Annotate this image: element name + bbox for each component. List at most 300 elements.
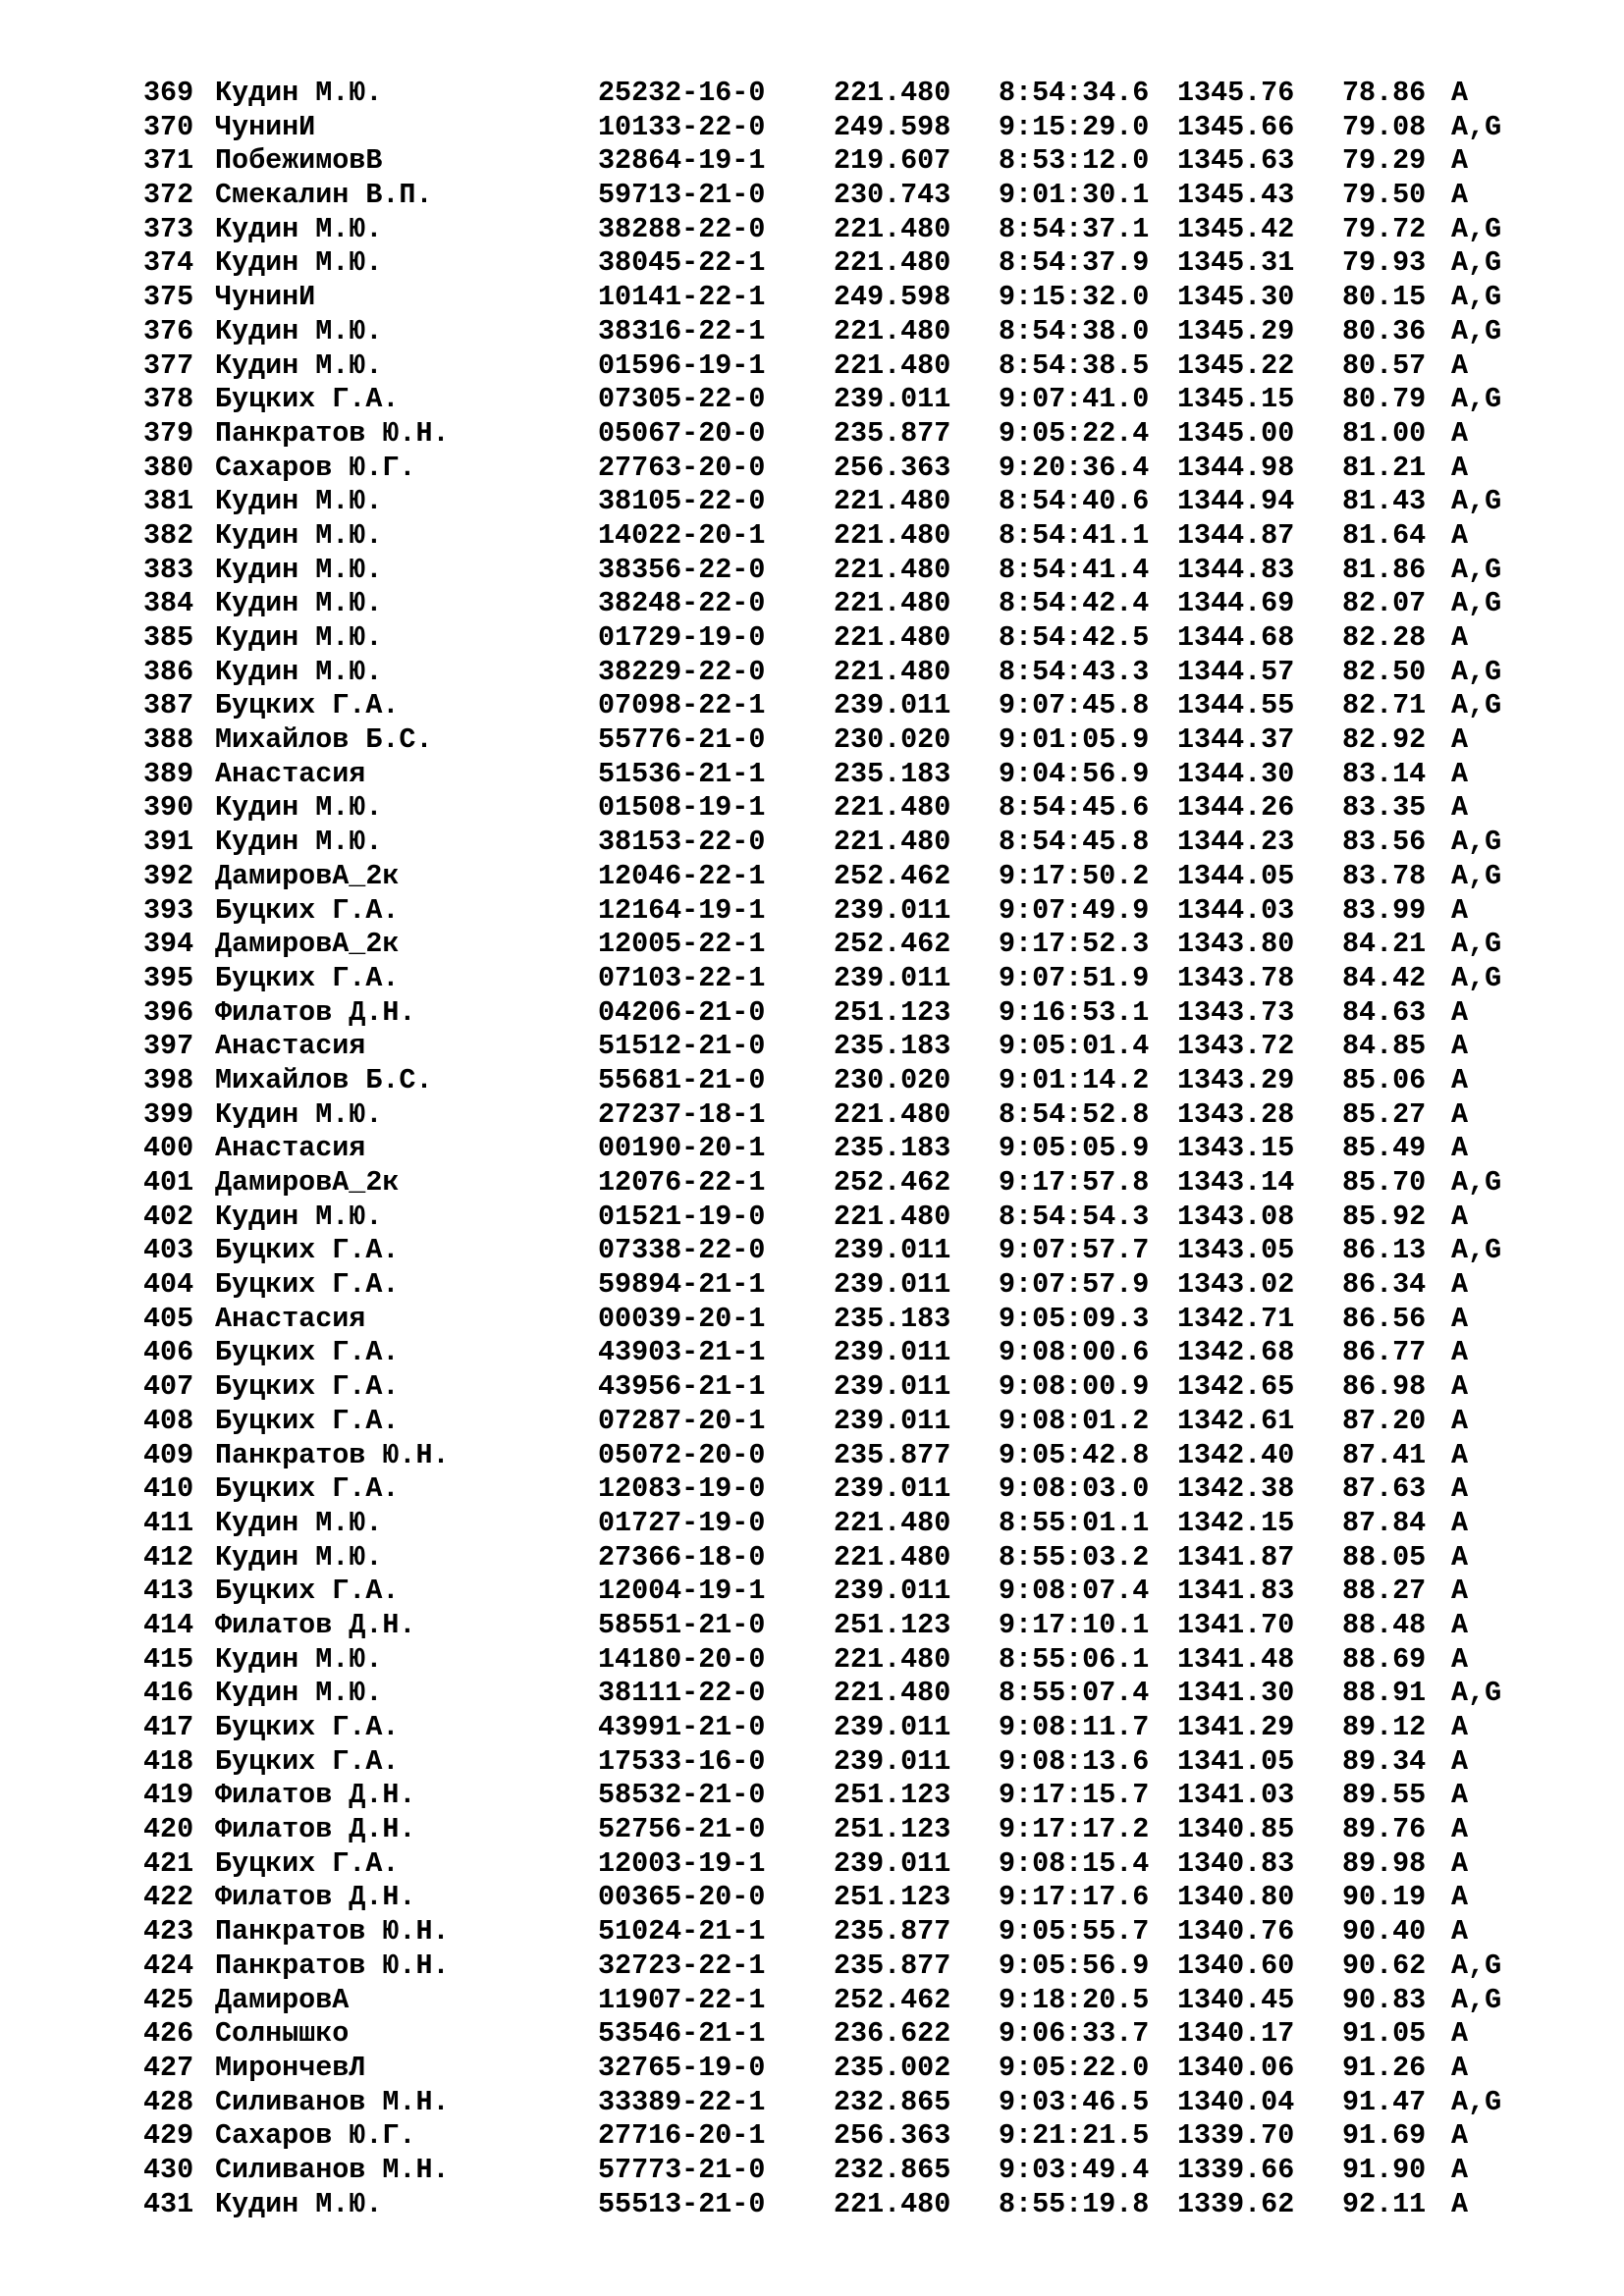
speed-cell: 1342.61 bbox=[1177, 1404, 1295, 1437]
percent-cell: 85.06 bbox=[1342, 1063, 1427, 1096]
name-cell: Сахаров Ю.Г. bbox=[215, 2119, 416, 2153]
arrival-time-cell: 9:08:07.4 bbox=[999, 1575, 1150, 1608]
distance-cell: 235.183 bbox=[834, 1030, 951, 1063]
speed-cell: 1341.87 bbox=[1177, 1540, 1295, 1574]
ring-number-cell: 43991-21-0 bbox=[598, 1711, 766, 1743]
rank-cell: 398 bbox=[143, 1063, 194, 1096]
flags-cell: A bbox=[1451, 1302, 1469, 1335]
percent-cell: 87.20 bbox=[1342, 1404, 1427, 1437]
percent-cell: 83.14 bbox=[1342, 757, 1427, 790]
distance-cell: 239.011 bbox=[834, 1234, 951, 1267]
rank-cell: 369 bbox=[143, 77, 194, 109]
percent-cell: 80.15 bbox=[1342, 281, 1427, 314]
percent-cell: 80.36 bbox=[1342, 314, 1427, 347]
table-row bbox=[143, 860, 1501, 894]
arrival-time-cell: 9:07:49.9 bbox=[999, 893, 1150, 927]
arrival-time-cell: 9:08:11.7 bbox=[999, 1711, 1150, 1743]
ring-number-cell: 43956-21-1 bbox=[598, 1370, 766, 1404]
name-cell: Кудин М.Ю. bbox=[215, 553, 383, 586]
speed-cell: 1345.43 bbox=[1177, 179, 1295, 212]
table-row bbox=[143, 246, 1501, 281]
ring-number-cell: 01596-19-1 bbox=[598, 348, 766, 382]
name-cell: Панкратов Ю.Н. bbox=[215, 1915, 450, 1949]
speed-cell: 1345.76 bbox=[1177, 77, 1295, 109]
speed-cell: 1341.03 bbox=[1177, 1779, 1295, 1812]
speed-cell: 1341.48 bbox=[1177, 1642, 1295, 1676]
table-row bbox=[143, 1030, 1501, 1064]
arrival-time-cell: 9:20:36.4 bbox=[999, 451, 1150, 484]
distance-cell: 230.020 bbox=[834, 1063, 951, 1096]
ring-number-cell: 12083-19-0 bbox=[598, 1472, 766, 1506]
table-row bbox=[143, 1405, 1501, 1439]
percent-cell: 82.50 bbox=[1342, 655, 1427, 688]
flags-cell: A,G bbox=[1451, 2085, 1502, 2118]
percent-cell: 90.19 bbox=[1342, 1881, 1427, 1914]
percent-cell: 82.92 bbox=[1342, 723, 1427, 757]
distance-cell: 221.480 bbox=[834, 1200, 951, 1233]
flags-cell: A bbox=[1451, 1472, 1469, 1506]
ring-number-cell: 38356-22-0 bbox=[598, 553, 766, 586]
table-row bbox=[143, 1677, 1501, 1711]
ring-number-cell: 12005-22-1 bbox=[598, 928, 766, 961]
rank-cell: 426 bbox=[143, 2017, 194, 2051]
table-row bbox=[143, 281, 1501, 315]
name-cell: Сахаров Ю.Г. bbox=[215, 451, 416, 484]
arrival-time-cell: 9:04:56.9 bbox=[999, 757, 1150, 790]
rank-cell: 427 bbox=[143, 2051, 194, 2084]
flags-cell: A bbox=[1451, 1915, 1469, 1949]
table-row bbox=[143, 111, 1501, 145]
speed-cell: 1344.26 bbox=[1177, 791, 1295, 825]
arrival-time-cell: 9:17:10.1 bbox=[999, 1608, 1150, 1641]
speed-cell: 1344.68 bbox=[1177, 621, 1295, 654]
ring-number-cell: 27716-20-1 bbox=[598, 2119, 766, 2153]
name-cell: Кудин М.Ю. bbox=[215, 348, 383, 382]
percent-cell: 84.63 bbox=[1342, 995, 1427, 1029]
table-row bbox=[143, 656, 1501, 690]
speed-cell: 1343.14 bbox=[1177, 1166, 1295, 1199]
distance-cell: 236.622 bbox=[834, 2017, 951, 2051]
ring-number-cell: 55776-21-0 bbox=[598, 723, 766, 757]
flags-cell: A bbox=[1451, 1881, 1469, 1914]
table-row bbox=[143, 315, 1501, 349]
name-cell: Кудин М.Ю. bbox=[215, 1677, 383, 1710]
name-cell: Кудин М.Ю. bbox=[215, 1642, 383, 1676]
table-row bbox=[143, 2154, 1501, 2188]
flags-cell: A bbox=[1451, 723, 1469, 757]
table-row bbox=[143, 1847, 1501, 1882]
name-cell: Силиванов М.Н. bbox=[215, 2153, 450, 2186]
flags-cell: A,G bbox=[1451, 314, 1502, 347]
rank-cell: 370 bbox=[143, 110, 194, 143]
flags-cell: A bbox=[1451, 2153, 1469, 2186]
ring-number-cell: 01521-19-0 bbox=[598, 1200, 766, 1233]
arrival-time-cell: 8:54:41.1 bbox=[999, 518, 1150, 552]
speed-cell: 1339.66 bbox=[1177, 2153, 1295, 2186]
rank-cell: 401 bbox=[143, 1166, 194, 1199]
arrival-time-cell: 8:54:38.5 bbox=[999, 348, 1150, 382]
distance-cell: 235.877 bbox=[834, 416, 951, 450]
arrival-time-cell: 9:05:22.4 bbox=[999, 416, 1150, 450]
percent-cell: 91.47 bbox=[1342, 2085, 1427, 2118]
name-cell: Буцких Г.А. bbox=[215, 1370, 400, 1404]
speed-cell: 1344.30 bbox=[1177, 757, 1295, 790]
percent-cell: 81.21 bbox=[1342, 451, 1427, 484]
arrival-time-cell: 8:55:03.2 bbox=[999, 1540, 1150, 1574]
table-row bbox=[143, 894, 1501, 929]
flags-cell: A,G bbox=[1451, 859, 1502, 892]
percent-cell: 81.00 bbox=[1342, 416, 1427, 450]
rank-cell: 389 bbox=[143, 757, 194, 790]
distance-cell: 230.743 bbox=[834, 179, 951, 212]
name-cell: ДамировА_2к bbox=[215, 928, 400, 961]
distance-cell: 239.011 bbox=[834, 1336, 951, 1369]
table-row bbox=[143, 1132, 1501, 1166]
distance-cell: 221.480 bbox=[834, 77, 951, 109]
distance-cell: 235.002 bbox=[834, 2051, 951, 2084]
arrival-time-cell: 9:15:29.0 bbox=[999, 110, 1150, 143]
flags-cell: A,G bbox=[1451, 587, 1502, 620]
speed-cell: 1343.05 bbox=[1177, 1234, 1295, 1267]
rank-cell: 419 bbox=[143, 1779, 194, 1812]
arrival-time-cell: 8:54:38.0 bbox=[999, 314, 1150, 347]
arrival-time-cell: 9:05:05.9 bbox=[999, 1132, 1150, 1165]
percent-cell: 78.86 bbox=[1342, 77, 1427, 109]
table-row bbox=[143, 452, 1501, 486]
distance-cell: 221.480 bbox=[834, 1540, 951, 1574]
ring-number-cell: 01727-19-0 bbox=[598, 1506, 766, 1539]
rank-cell: 402 bbox=[143, 1200, 194, 1233]
percent-cell: 87.84 bbox=[1342, 1506, 1427, 1539]
flags-cell: A,G bbox=[1451, 212, 1502, 245]
speed-cell: 1344.55 bbox=[1177, 689, 1295, 722]
distance-cell: 235.877 bbox=[834, 1438, 951, 1471]
name-cell: Буцких Г.А. bbox=[215, 689, 400, 722]
speed-cell: 1340.80 bbox=[1177, 1881, 1295, 1914]
percent-cell: 81.64 bbox=[1342, 518, 1427, 552]
ring-number-cell: 32765-19-0 bbox=[598, 2051, 766, 2084]
arrival-time-cell: 9:08:13.6 bbox=[999, 1744, 1150, 1778]
distance-cell: 239.011 bbox=[834, 1846, 951, 1880]
name-cell: ДамировА bbox=[215, 1983, 350, 2016]
speed-cell: 1343.15 bbox=[1177, 1132, 1295, 1165]
speed-cell: 1344.05 bbox=[1177, 859, 1295, 892]
flags-cell: A bbox=[1451, 621, 1469, 654]
arrival-time-cell: 8:54:37.9 bbox=[999, 246, 1150, 280]
flags-cell: A bbox=[1451, 1642, 1469, 1676]
table-row bbox=[143, 621, 1501, 656]
arrival-time-cell: 9:17:15.7 bbox=[999, 1779, 1150, 1812]
arrival-time-cell: 8:54:41.4 bbox=[999, 553, 1150, 586]
speed-cell: 1344.57 bbox=[1177, 655, 1295, 688]
name-cell: Анастасия bbox=[215, 757, 366, 790]
rank-cell: 413 bbox=[143, 1575, 194, 1608]
distance-cell: 235.877 bbox=[834, 1915, 951, 1949]
name-cell: Панкратов Ю.Н. bbox=[215, 1438, 450, 1471]
distance-cell: 221.480 bbox=[834, 1642, 951, 1676]
name-cell: Панкратов Ю.Н. bbox=[215, 1949, 450, 1982]
ring-number-cell: 07338-22-0 bbox=[598, 1234, 766, 1267]
rank-cell: 422 bbox=[143, 1881, 194, 1914]
percent-cell: 85.27 bbox=[1342, 1097, 1427, 1131]
flags-cell: A,G bbox=[1451, 485, 1502, 518]
percent-cell: 87.41 bbox=[1342, 1438, 1427, 1471]
flags-cell: A bbox=[1451, 1575, 1469, 1608]
ring-number-cell: 14022-20-1 bbox=[598, 518, 766, 552]
speed-cell: 1342.40 bbox=[1177, 1438, 1295, 1471]
rank-cell: 428 bbox=[143, 2085, 194, 2118]
table-row bbox=[143, 1881, 1501, 1915]
speed-cell: 1344.23 bbox=[1177, 826, 1295, 859]
rank-cell: 405 bbox=[143, 1302, 194, 1335]
arrival-time-cell: 9:05:56.9 bbox=[999, 1949, 1150, 1982]
distance-cell: 221.480 bbox=[834, 826, 951, 859]
rank-cell: 431 bbox=[143, 2187, 194, 2220]
distance-cell: 252.462 bbox=[834, 1983, 951, 2016]
table-row bbox=[143, 1064, 1501, 1098]
flags-cell: A,G bbox=[1451, 1677, 1502, 1710]
table-row bbox=[143, 417, 1501, 452]
speed-cell: 1343.72 bbox=[1177, 1030, 1295, 1063]
flags-cell: A,G bbox=[1451, 1166, 1502, 1199]
speed-cell: 1345.63 bbox=[1177, 144, 1295, 178]
name-cell: Буцких Г.А. bbox=[215, 383, 400, 416]
table-row bbox=[143, 928, 1501, 962]
table-row bbox=[143, 1234, 1501, 1268]
flags-cell: A bbox=[1451, 1404, 1469, 1437]
name-cell: Михайлов Б.С. bbox=[215, 723, 433, 757]
table-row bbox=[143, 1472, 1501, 1507]
ring-number-cell: 38153-22-0 bbox=[598, 826, 766, 859]
speed-cell: 1339.70 bbox=[1177, 2119, 1295, 2153]
distance-cell: 239.011 bbox=[834, 1370, 951, 1404]
ring-number-cell: 07287-20-1 bbox=[598, 1404, 766, 1437]
name-cell: Буцких Г.А. bbox=[215, 961, 400, 994]
rank-cell: 373 bbox=[143, 212, 194, 245]
rank-cell: 372 bbox=[143, 179, 194, 212]
flags-cell: A bbox=[1451, 1813, 1469, 1846]
percent-cell: 84.85 bbox=[1342, 1030, 1427, 1063]
percent-cell: 84.42 bbox=[1342, 961, 1427, 994]
speed-cell: 1344.83 bbox=[1177, 553, 1295, 586]
percent-cell: 79.50 bbox=[1342, 179, 1427, 212]
rank-cell: 396 bbox=[143, 995, 194, 1029]
speed-cell: 1344.69 bbox=[1177, 587, 1295, 620]
arrival-time-cell: 8:54:54.3 bbox=[999, 1200, 1150, 1233]
percent-cell: 83.35 bbox=[1342, 791, 1427, 825]
name-cell: Кудин М.Ю. bbox=[215, 1097, 383, 1131]
name-cell: Буцких Г.А. bbox=[215, 1472, 400, 1506]
percent-cell: 80.57 bbox=[1342, 348, 1427, 382]
ring-number-cell: 55513-21-0 bbox=[598, 2187, 766, 2220]
name-cell: ДамировА_2к bbox=[215, 1166, 400, 1199]
ring-number-cell: 59713-21-0 bbox=[598, 179, 766, 212]
table-row bbox=[143, 791, 1501, 826]
ring-number-cell: 51512-21-0 bbox=[598, 1030, 766, 1063]
name-cell: Буцких Г.А. bbox=[215, 893, 400, 927]
distance-cell: 239.011 bbox=[834, 961, 951, 994]
rank-cell: 400 bbox=[143, 1132, 194, 1165]
results-table bbox=[143, 77, 1501, 2221]
table-row bbox=[143, 689, 1501, 723]
ring-number-cell: 12004-19-1 bbox=[598, 1575, 766, 1608]
arrival-time-cell: 9:15:32.0 bbox=[999, 281, 1150, 314]
distance-cell: 221.480 bbox=[834, 485, 951, 518]
flags-cell: A bbox=[1451, 1370, 1469, 1404]
arrival-time-cell: 8:54:42.4 bbox=[999, 587, 1150, 620]
ring-number-cell: 07098-22-1 bbox=[598, 689, 766, 722]
speed-cell: 1343.02 bbox=[1177, 1268, 1295, 1302]
name-cell: Кудин М.Ю. bbox=[215, 212, 383, 245]
arrival-time-cell: 9:07:41.0 bbox=[999, 383, 1150, 416]
arrival-time-cell: 9:08:00.9 bbox=[999, 1370, 1150, 1404]
distance-cell: 232.865 bbox=[834, 2153, 951, 2186]
table-row bbox=[143, 2119, 1501, 2154]
speed-cell: 1343.29 bbox=[1177, 1063, 1295, 1096]
distance-cell: 221.480 bbox=[834, 314, 951, 347]
ring-number-cell: 27763-20-0 bbox=[598, 451, 766, 484]
ring-number-cell: 55681-21-0 bbox=[598, 1063, 766, 1096]
percent-cell: 85.49 bbox=[1342, 1132, 1427, 1165]
arrival-time-cell: 9:17:17.6 bbox=[999, 1881, 1150, 1914]
name-cell: Михайлов Б.С. bbox=[215, 1063, 433, 1096]
speed-cell: 1339.62 bbox=[1177, 2187, 1295, 2220]
ring-number-cell: 38316-22-1 bbox=[598, 314, 766, 347]
flags-cell: A,G bbox=[1451, 961, 1502, 994]
ring-number-cell: 17533-16-0 bbox=[598, 1744, 766, 1778]
flags-cell: A bbox=[1451, 1097, 1469, 1131]
rank-cell: 382 bbox=[143, 518, 194, 552]
distance-cell: 239.011 bbox=[834, 1404, 951, 1437]
table-row bbox=[143, 1813, 1501, 1847]
speed-cell: 1342.15 bbox=[1177, 1506, 1295, 1539]
flags-cell: A bbox=[1451, 1744, 1469, 1778]
flags-cell: A,G bbox=[1451, 1949, 1502, 1982]
flags-cell: A bbox=[1451, 518, 1469, 552]
table-row bbox=[143, 2017, 1501, 2052]
distance-cell: 221.480 bbox=[834, 791, 951, 825]
ring-number-cell: 10141-22-1 bbox=[598, 281, 766, 314]
name-cell: Кудин М.Ю. bbox=[215, 621, 383, 654]
percent-cell: 88.27 bbox=[1342, 1575, 1427, 1608]
flags-cell: A bbox=[1451, 893, 1469, 927]
rank-cell: 380 bbox=[143, 451, 194, 484]
name-cell: Буцких Г.А. bbox=[215, 1404, 400, 1437]
name-cell: Буцких Г.А. bbox=[215, 1268, 400, 1302]
ring-number-cell: 57773-21-0 bbox=[598, 2153, 766, 2186]
percent-cell: 79.72 bbox=[1342, 212, 1427, 245]
percent-cell: 90.62 bbox=[1342, 1949, 1427, 1982]
percent-cell: 86.13 bbox=[1342, 1234, 1427, 1267]
name-cell: Кудин М.Ю. bbox=[215, 1540, 383, 1574]
percent-cell: 79.93 bbox=[1342, 246, 1427, 280]
rank-cell: 408 bbox=[143, 1404, 194, 1437]
distance-cell: 251.123 bbox=[834, 1608, 951, 1641]
flags-cell: A bbox=[1451, 757, 1469, 790]
table-row bbox=[143, 1370, 1501, 1405]
speed-cell: 1343.08 bbox=[1177, 1200, 1295, 1233]
arrival-time-cell: 9:05:22.0 bbox=[999, 2051, 1150, 2084]
rank-cell: 385 bbox=[143, 621, 194, 654]
flags-cell: A,G bbox=[1451, 246, 1502, 280]
rank-cell: 375 bbox=[143, 281, 194, 314]
table-row bbox=[143, 1166, 1501, 1201]
arrival-time-cell: 9:17:50.2 bbox=[999, 859, 1150, 892]
speed-cell: 1343.78 bbox=[1177, 961, 1295, 994]
table-row bbox=[143, 144, 1501, 179]
distance-cell: 221.480 bbox=[834, 1677, 951, 1710]
distance-cell: 251.123 bbox=[834, 995, 951, 1029]
name-cell: Филатов Д.Н. bbox=[215, 1608, 416, 1641]
distance-cell: 239.011 bbox=[834, 1711, 951, 1743]
arrival-time-cell: 8:54:37.1 bbox=[999, 212, 1150, 245]
table-row bbox=[143, 826, 1501, 860]
distance-cell: 235.877 bbox=[834, 1949, 951, 1982]
flags-cell: A bbox=[1451, 791, 1469, 825]
flags-cell: A bbox=[1451, 179, 1469, 212]
table-row bbox=[143, 1439, 1501, 1473]
arrival-time-cell: 8:54:45.8 bbox=[999, 826, 1150, 859]
speed-cell: 1343.28 bbox=[1177, 1097, 1295, 1131]
rank-cell: 403 bbox=[143, 1234, 194, 1267]
ring-number-cell: 38045-22-1 bbox=[598, 246, 766, 280]
table-row bbox=[143, 2052, 1501, 2086]
rank-cell: 377 bbox=[143, 348, 194, 382]
distance-cell: 256.363 bbox=[834, 451, 951, 484]
percent-cell: 91.69 bbox=[1342, 2119, 1427, 2153]
percent-cell: 81.43 bbox=[1342, 485, 1427, 518]
speed-cell: 1344.94 bbox=[1177, 485, 1295, 518]
ring-number-cell: 04206-21-0 bbox=[598, 995, 766, 1029]
speed-cell: 1344.03 bbox=[1177, 893, 1295, 927]
arrival-time-cell: 8:55:19.8 bbox=[999, 2187, 1150, 2220]
table-row bbox=[143, 723, 1501, 758]
rank-cell: 409 bbox=[143, 1438, 194, 1471]
name-cell: Кудин М.Ю. bbox=[215, 826, 383, 859]
ring-number-cell: 12076-22-1 bbox=[598, 1166, 766, 1199]
ring-number-cell: 59894-21-1 bbox=[598, 1268, 766, 1302]
speed-cell: 1345.30 bbox=[1177, 281, 1295, 314]
name-cell: Буцких Г.А. bbox=[215, 1711, 400, 1743]
flags-cell: A,G bbox=[1451, 928, 1502, 961]
flags-cell: A bbox=[1451, 1608, 1469, 1641]
distance-cell: 235.183 bbox=[834, 1302, 951, 1335]
distance-cell: 221.480 bbox=[834, 246, 951, 280]
rank-cell: 374 bbox=[143, 246, 194, 280]
name-cell: ЧунинИ bbox=[215, 110, 316, 143]
percent-cell: 89.12 bbox=[1342, 1711, 1427, 1743]
arrival-time-cell: 9:08:15.4 bbox=[999, 1846, 1150, 1880]
name-cell: Буцких Г.А. bbox=[215, 1575, 400, 1608]
name-cell: ПобежимовВ bbox=[215, 144, 383, 178]
distance-cell: 221.480 bbox=[834, 553, 951, 586]
speed-cell: 1340.83 bbox=[1177, 1846, 1295, 1880]
percent-cell: 80.79 bbox=[1342, 383, 1427, 416]
table-row bbox=[143, 996, 1501, 1031]
table-row bbox=[143, 1507, 1501, 1541]
percent-cell: 89.34 bbox=[1342, 1744, 1427, 1778]
arrival-time-cell: 9:01:14.2 bbox=[999, 1063, 1150, 1096]
speed-cell: 1342.65 bbox=[1177, 1370, 1295, 1404]
distance-cell: 230.020 bbox=[834, 723, 951, 757]
arrival-time-cell: 9:21:21.5 bbox=[999, 2119, 1150, 2153]
arrival-time-cell: 9:07:51.9 bbox=[999, 961, 1150, 994]
distance-cell: 221.480 bbox=[834, 655, 951, 688]
rank-cell: 379 bbox=[143, 416, 194, 450]
ring-number-cell: 10133-22-0 bbox=[598, 110, 766, 143]
distance-cell: 239.011 bbox=[834, 1575, 951, 1608]
distance-cell: 252.462 bbox=[834, 859, 951, 892]
